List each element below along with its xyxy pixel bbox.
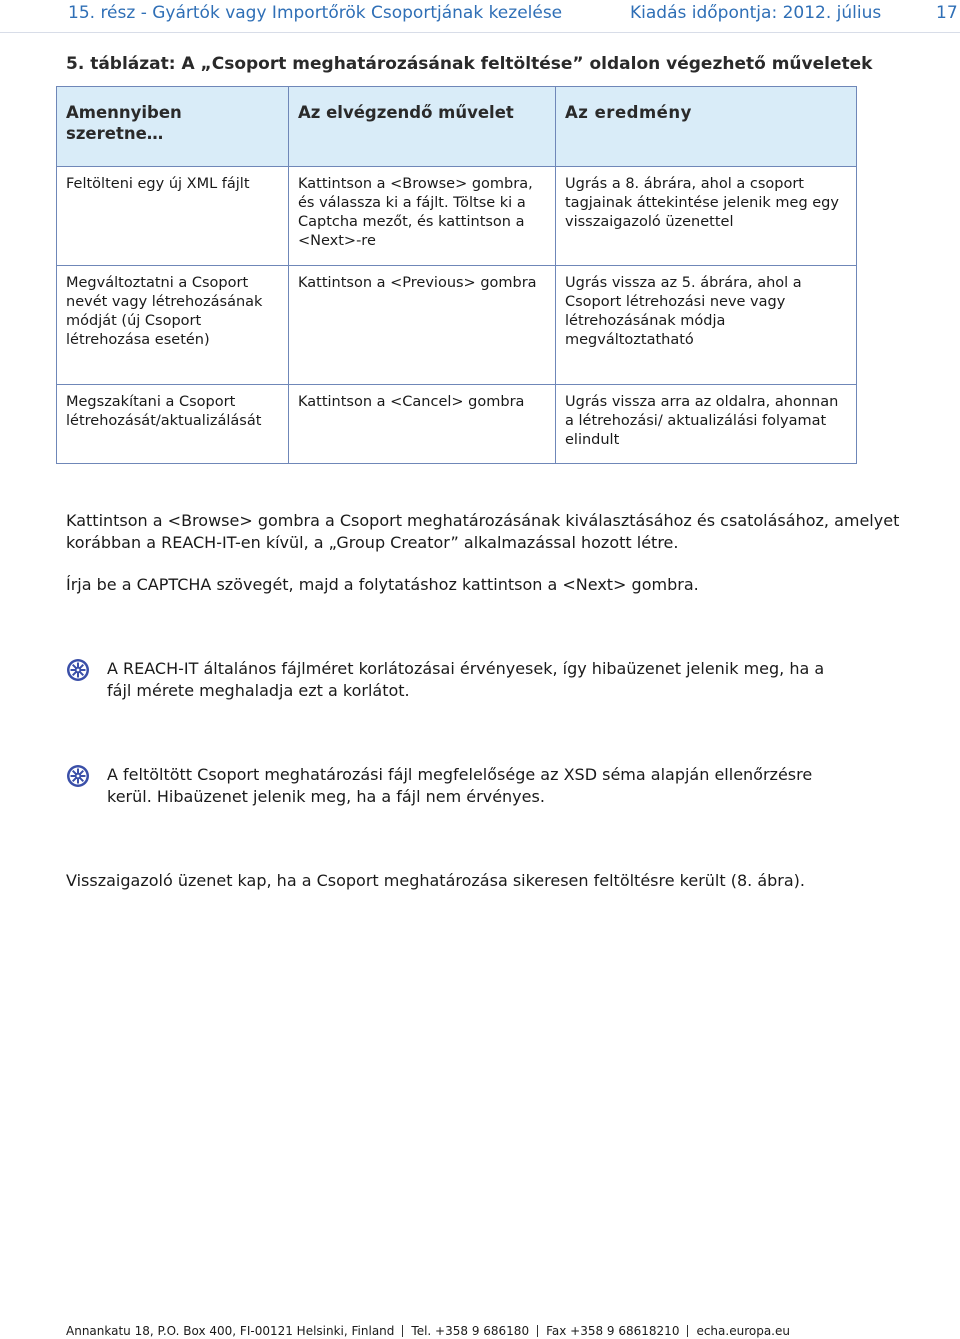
operations-table — [56, 86, 857, 464]
cell-action: Kattintson a <Previous> gombra — [289, 266, 556, 385]
page-number: 17 — [936, 3, 958, 23]
cell-want: Megváltoztatni a Csoport nevét vagy létrehozásának módját (új Csoport létrehozása esetén) — [57, 266, 289, 385]
table-caption: 5. táblázat: A „Csoport meghatározásának feltöltése” oldalon végezhető műveletek — [66, 54, 873, 74]
page-footer — [66, 1324, 790, 1338]
cell-want: Feltölteni egy új XML fájlt — [57, 167, 289, 266]
footer-tel: Tel. +358 9 686180 — [411, 1324, 530, 1338]
header-date: Kiadás időpontja: 2012. július — [630, 3, 882, 23]
note-text: A feltöltött Csoport meghatározási fájl megfelelősége az XSD séma alapján ellenőrzésre kerül. Hibaüzenet jelenik meg, ha a fájl nem érvényes. — [107, 765, 813, 806]
table-row — [57, 385, 857, 464]
paragraph-browse: Kattintson a <Browse> gombra a Csoport meghatározásának kiválasztásához és csatolásához, amelyet korábban a REACH-IT-en kívül, a „Group Creator” alkalmazással hozott létre. — [66, 511, 900, 552]
cell-result: Ugrás vissza az 5. ábrára, ahol a Csoport létrehozási neve vagy létrehozásának módja megváltoztatható — [556, 266, 857, 385]
paragraph-confirmation: Visszaigazoló üzenet kap, ha a Csoport meghatározása sikeresen feltöltésre került (8. ábra). — [66, 871, 805, 890]
paragraph-captcha: Írja be a CAPTCHA szövegét, majd a folytatáshoz kattintson a <Next> gombra. — [66, 575, 699, 594]
footer-separator — [537, 1325, 538, 1337]
note-text: A REACH-IT általános fájlméret korlátozásai érvényesek, így hibaüzenet jelenik meg, ha a fájl mérete meghaladja ezt a korlátot. — [107, 659, 825, 700]
cell-result: Ugrás a 8. ábrára, ahol a csoport tagjainak áttekintése jelenik meg egy visszaigazoló üzenettel — [556, 167, 857, 266]
table-row — [57, 167, 857, 266]
cell-want: Megszakítani a Csoport létrehozását/aktualizálását — [57, 385, 289, 464]
cell-action: Kattintson a <Browse> gombra, és válassza ki a fájlt. Töltse ki a Captcha mezőt, és kattintson a <Next>-re — [289, 167, 556, 266]
column-header-action: Az elvégzendő művelet — [289, 87, 556, 167]
cell-action: Kattintson a <Cancel> gombra — [289, 385, 556, 464]
footer-separator — [687, 1325, 688, 1337]
table-row — [57, 266, 857, 385]
column-header-want: Amennyiben szeretne… — [57, 87, 289, 167]
page-header — [0, 0, 960, 33]
cell-result: Ugrás vissza arra az oldalra, ahonnan a létrehozási/ aktualizálási folyamat elindult — [556, 385, 857, 464]
gear-note-icon — [66, 764, 90, 788]
header-title: 15. rész - Gyártók vagy Importőrök Csoportjának kezelése — [68, 3, 563, 23]
footer-separator — [402, 1325, 403, 1337]
gear-note-icon — [66, 658, 90, 682]
table-header-row — [57, 87, 857, 167]
footer-web: echa.europa.eu — [696, 1324, 790, 1338]
column-header-result: Az eredmény — [556, 87, 857, 167]
footer-address: Annankatu 18, P.O. Box 400, FI-00121 Helsinki, Finland — [66, 1324, 395, 1338]
footer-fax: Fax +358 9 68618210 — [546, 1324, 680, 1338]
